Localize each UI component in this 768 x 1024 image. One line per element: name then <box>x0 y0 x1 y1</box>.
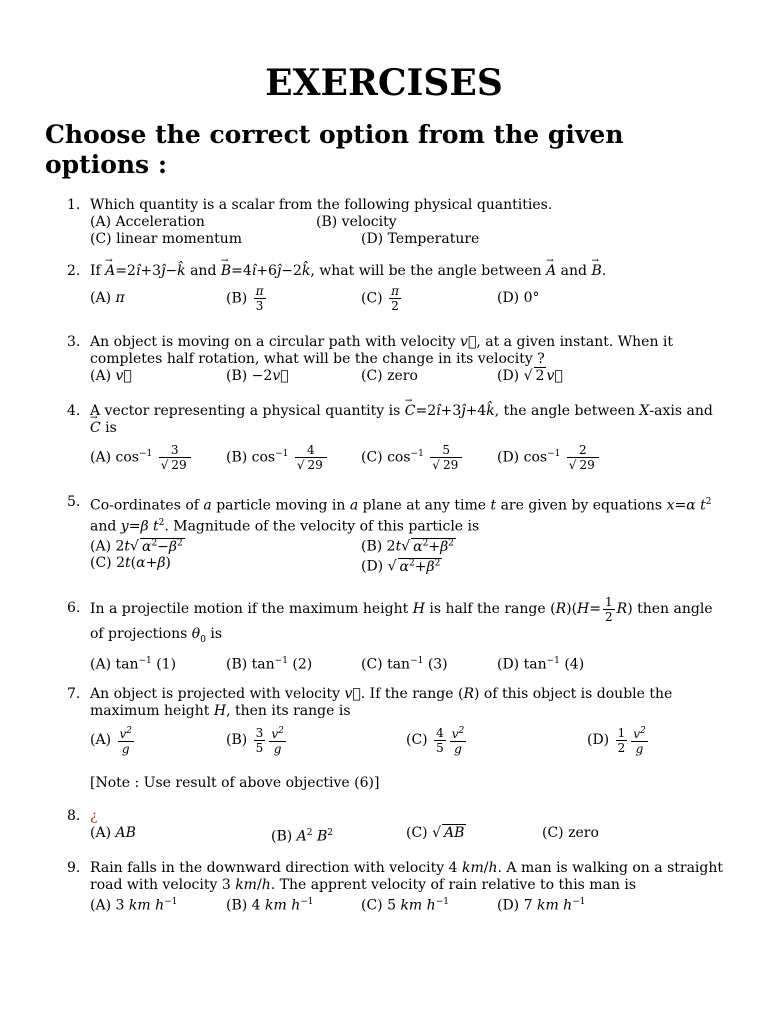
option-b[interactable]: (B) $\frac{\pi}{3}$ <box>226 284 264 313</box>
question-text: ¿ <box>90 808 98 824</box>
question-number: 8. <box>67 808 81 824</box>
option-a[interactable]: (A) 2t√ $\alpha^2-\beta^2$ <box>90 538 183 555</box>
option-a[interactable]: (A) 3 km $h^{-1}$ <box>90 897 178 914</box>
question-number: 5. <box>67 494 81 510</box>
options-row <box>90 284 727 314</box>
question-number: 7. <box>67 686 81 702</box>
option-a[interactable]: (A) AB <box>90 825 136 841</box>
question-text: An object is moving on a circular path with velocity v⃗, at a given instant. When it completes half rotation, what will be the change in its velocity ? <box>90 334 674 367</box>
option-d[interactable]: (D) $\tan^{-1} (4)$ <box>497 655 585 673</box>
option-c[interactable]: (C) $\frac{\pi}{2}$ <box>361 284 399 313</box>
option-b[interactable]: (B) 2t√ $\alpha^2+\beta^2$ <box>361 538 454 555</box>
option-d[interactable]: (D) 0° <box>497 290 540 306</box>
question-text: Co-ordinates of a particle moving in a plane at any time t are given by equations x=α $t^2$ and y=β $t^2$. Magnitude of the velocity of this particle is <box>90 497 712 535</box>
option-d[interactable]: (D) √ $\alpha^2+\beta^2$ <box>361 558 441 575</box>
question-text: Rain falls in the downward direction with velocity 4 km/h. A man is walking on a straight road with velocity 3 km/h. The apprent velocity of rain relative to this man is <box>90 860 723 893</box>
section-heading: Choose the correct option from the given options : <box>45 120 624 179</box>
question-number: 9. <box>67 860 81 876</box>
options-row <box>90 555 727 575</box>
question-8 <box>67 808 727 845</box>
option-a[interactable]: (A) π <box>90 290 125 306</box>
options-row <box>90 894 727 914</box>
question-5 <box>67 494 727 575</box>
question-9 <box>67 860 727 914</box>
options-row <box>90 653 727 673</box>
option-b[interactable]: (B) $\tan^{-1} (2)$ <box>226 655 313 673</box>
question-7 <box>67 686 727 760</box>
options-row <box>90 535 727 555</box>
question-text-cont: of projections $\theta_0$ is <box>90 626 223 645</box>
note: [Note : Use result of above objective (6)] <box>90 775 380 791</box>
option-b[interactable]: (B) 4 km $h^{-1}$ <box>226 897 314 914</box>
question-text: An object is projected with velocity v⃗. If the range (R) of this object is double the maximum height H, then its range is <box>90 686 673 719</box>
option-c[interactable]: (C) zero <box>361 368 418 384</box>
option-d[interactable]: (D) Temperature <box>361 231 480 247</box>
option-c[interactable]: (C) $\cos^{-1}$ $\frac{5}{√ 29}$ <box>361 443 464 472</box>
question-text: In a projectile motion if the maximum height H is half the range (R)(H= $\frac{1}{2}$ R) then angle <box>90 594 713 624</box>
option-b[interactable]: (B) $A^2$ $B^2$ <box>271 828 334 845</box>
option-c[interactable]: (C) $\frac{4}{5}$ $\frac{v^2}{g}$ <box>406 725 465 756</box>
option-a[interactable]: (A) Acceleration <box>90 214 205 230</box>
question-number: 6. <box>67 600 81 616</box>
question-number: 1. <box>67 197 81 213</box>
question-text: If → A=2î+3ĵ−k̂ and → B=4î+6ĵ−2k̂, what will be the angle between → A and → B. <box>90 263 727 280</box>
question-text: Which quantity is a scalar from the following physical quantities. <box>90 197 553 213</box>
option-d[interactable]: (C) zero <box>542 825 599 841</box>
option-b[interactable]: (B) $\frac{3}{5}$ $\frac{v^2}{g}$ <box>226 725 284 756</box>
question-text: A vector representing a physical quantity is → C=2î+3ĵ+4k̂, the angle between X-axis and → C is <box>90 403 727 437</box>
question-number: 3. <box>67 334 81 350</box>
options-row <box>90 724 727 760</box>
question-2 <box>67 263 727 314</box>
question-1 <box>67 197 727 248</box>
option-d[interactable]: (D) $\cos^{-1}$ $\frac{2}{√ 29}$ <box>497 443 601 472</box>
options-row <box>90 231 727 248</box>
option-b[interactable]: (B) −2v⃗ <box>226 368 289 384</box>
option-d[interactable]: (D) 7 km $h^{-1}$ <box>497 897 586 914</box>
options-row <box>90 825 727 845</box>
option-c[interactable]: (C) √ AB <box>406 825 465 841</box>
option-a[interactable]: (A) $\frac{v^2}{g}$ <box>90 726 133 756</box>
option-c[interactable]: (C) $\tan^{-1} (3)$ <box>361 655 448 673</box>
question-3 <box>67 334 727 385</box>
option-d[interactable]: (D) √ 2 v⃗ <box>497 368 563 384</box>
option-c[interactable]: (C) linear momentum <box>90 231 243 247</box>
question-4 <box>67 403 727 477</box>
option-c[interactable]: (C) 2t(α+β) <box>90 555 171 572</box>
option-b[interactable]: (B) $\cos^{-1}$ $\frac{4}{√ 29}$ <box>226 443 329 472</box>
question-number: 2. <box>67 263 81 279</box>
question-6 <box>67 594 727 673</box>
page-title: EXERCISES <box>265 62 503 104</box>
option-c[interactable]: (C) 5 km $h^{-1}$ <box>361 897 449 914</box>
options-row <box>90 443 727 477</box>
option-d[interactable]: (D) $\frac{1}{2}$ $\frac{v^2}{g}$ <box>587 725 646 756</box>
option-a[interactable]: (A) $\tan^{-1} (1)$ <box>90 655 177 673</box>
option-a[interactable]: (A) v⃗ <box>90 368 132 384</box>
option-a[interactable]: (A) $\cos^{-1}$ $\frac{3}{√ 29}$ <box>90 443 193 472</box>
options-row <box>90 214 727 231</box>
question-number: 4. <box>67 403 81 419</box>
option-b[interactable]: (B) velocity <box>316 214 397 230</box>
options-row <box>90 368 727 385</box>
